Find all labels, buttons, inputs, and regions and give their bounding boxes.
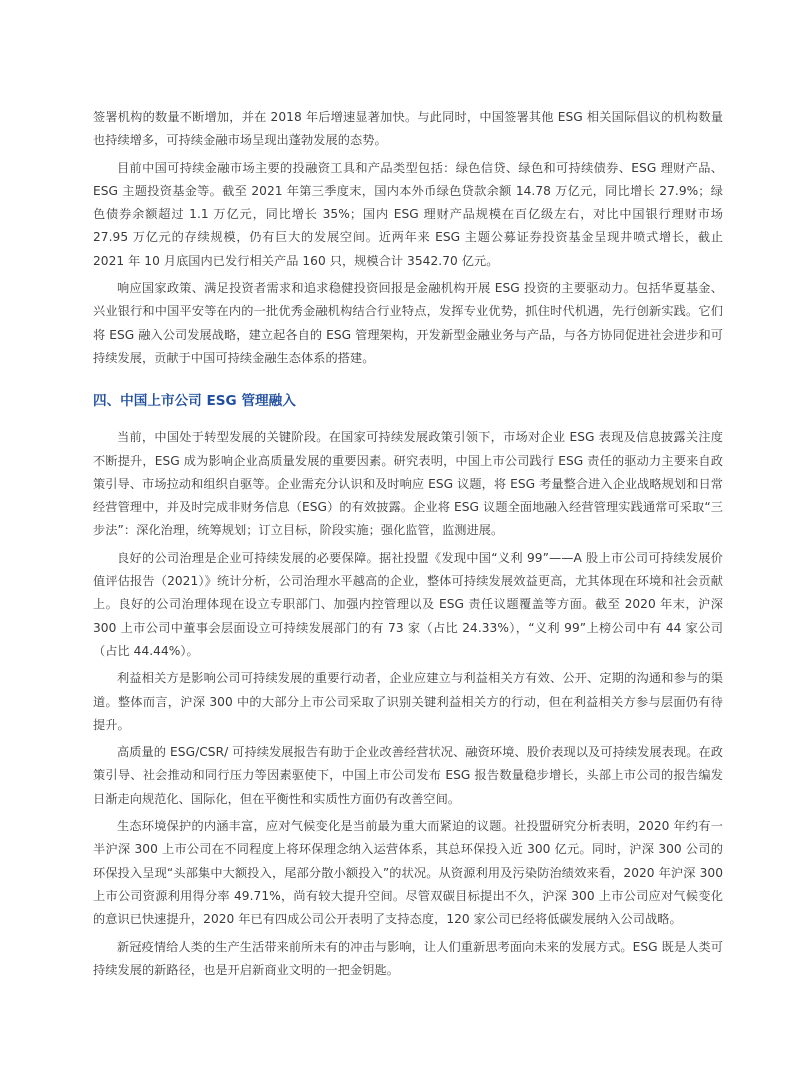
body-paragraph: 高质量的 ESG/CSR/ 可持续发展报告有助于企业改善经营状况、融资环境、股价表现以及可持续发展表现。在政策引导、社会推动和同行压力等因素驱使下，中国上市公司发布 ESG 报告数量稳步增长，头部上市公司的报告编发日渐走向规范化、国际化，但在平衡性和实质性方面仍有改善空间。 bbox=[93, 745, 723, 806]
document-page bbox=[93, 106, 723, 986]
body-paragraph: 当前，中国处于转型发展的关键阶段。在国家可持续发展政策引领下，市场对企业 ESG 表现及信息披露关注度不断提升，ESG 成为影响企业高质量发展的重要因素。研究表明，中国上市公司践行 ESG 责任的驱动力主要来自政策引导、市场拉动和组织自驱等。企业需充分认识和及时响应 ESG 议题，将 ESG 考量整合进入企业战略规划和日常经营管理中，并及时完成非财务信息（ESG）的有效披露。企业将 ESG 议题全面地融入经营管理实践通常可采取“三步法”：深化治理，统筹规划；订立目标，阶段实施；强化监管，监测进展。 bbox=[93, 430, 723, 538]
body-paragraph: 新冠疫情给人类的生产生活带来前所未有的冲击与影响，让人们重新思考面向未来的发展方式。ESG 既是人类可持续发展的新路径，也是开启新商业文明的一把金钥匙。 bbox=[93, 939, 723, 977]
body-paragraph: 生态环境保护的内涵丰富，应对气候变化是当前最为重大而紧迫的议题。社投盟研究分析表明，2020 年约有一半沪深 300 上市公司在不同程度上将环保理念纳入运营体系，其总环保投入近 300 亿元。同时，沪深 300 公司的环保投入呈现“头部集中大额投入，尾部分散小额投入”的状况。从资源利用及污染防治绩效来看，2020 年沪深 300 上市公司资源利用得分率 49.71%，尚有较大提升空间。尽管双碳目标提出不久，沪深 300 上市公司应对气候变化的意识已快速提升，2020 年已有四成公司公开表明了支持态度，120 家公司已经将低碳发展纳入公司战略。 bbox=[93, 819, 723, 927]
body-paragraph: 签署机构的数量不断增加，并在 2018 年后增速显著加快。与此同时，中国签署其他 ESG 相关国际倡议的机构数量也持续增多，可持续金融市场呈现出蓬勃发展的态势。 bbox=[93, 110, 723, 148]
section-heading: 四、中国上市公司 ESG 管理融入 bbox=[93, 393, 296, 410]
body-paragraph: 目前中国可持续金融市场主要的投融资工具和产品类型包括：绿色信贷、绿色和可持续债券、ESG 理财产品、ESG 主题投资基金等。截至 2021 年第三季度末，国内本外币绿色贷款余额 14.78 万亿元，同比增长 27.9%；绿色债券余额超过 1.1 万亿元，同比增长 35%；国内 ESG 理财产品规模在百亿级左右，对比中国银行理财市场 27.95 万亿元的存续规模，仍有巨大的发展空间。近两年来 ESG 主题公募证券投资基金呈现井喷式增长，截止 2021 年 10 月底国内已发行相关产品 160 只，规模合计 3542.70 亿元。 bbox=[93, 160, 723, 268]
body-paragraph: 利益相关方是影响公司可持续发展的重要行动者，企业应建立与利益相关方有效、公开、定期的沟通和参与的渠道。整体而言，沪深 300 中的大部分上市公司采取了识别关键利益相关方的行动，但在利益相关方参与层面仍有待提升。 bbox=[93, 671, 723, 732]
body-paragraph: 响应国家政策、满足投资者需求和追求稳健投资回报是金融机构开展 ESG 投资的主要驱动力。包括华夏基金、兴业银行和中国平安等在内的一批优秀金融机构结合行业特点，发挥专业优势，抓住时代机遇，先行创新实践。它们将 ESG 融入公司发展战略，建立起各自的 ESG 管理架构，开发新型金融业务与产品，与各方协同促进社会进步和可持续发展，贡献于中国可持续金融生态体系的搭建。 bbox=[93, 281, 723, 365]
body-paragraph: 良好的公司治理是企业可持续发展的必要保障。据社投盟《发现中国“义利 99”——A 股上市公司可持续发展价值评估报告（2021）》统计分析，公司治理水平越高的企业，整体可持续发展效益更高，尤其体现在环境和社会贡献上。良好的公司治理体现在设立专职部门、加强内控管理以及 ESG 责任议题覆盖等方面。截至 2020 年末，沪深 300 上市公司中董事会层面设立可持续发展部门的有 73 家（占比 24.33%），“义利 99”上榜公司中有 44 家公司（占比 44.44%）。 bbox=[93, 550, 723, 658]
